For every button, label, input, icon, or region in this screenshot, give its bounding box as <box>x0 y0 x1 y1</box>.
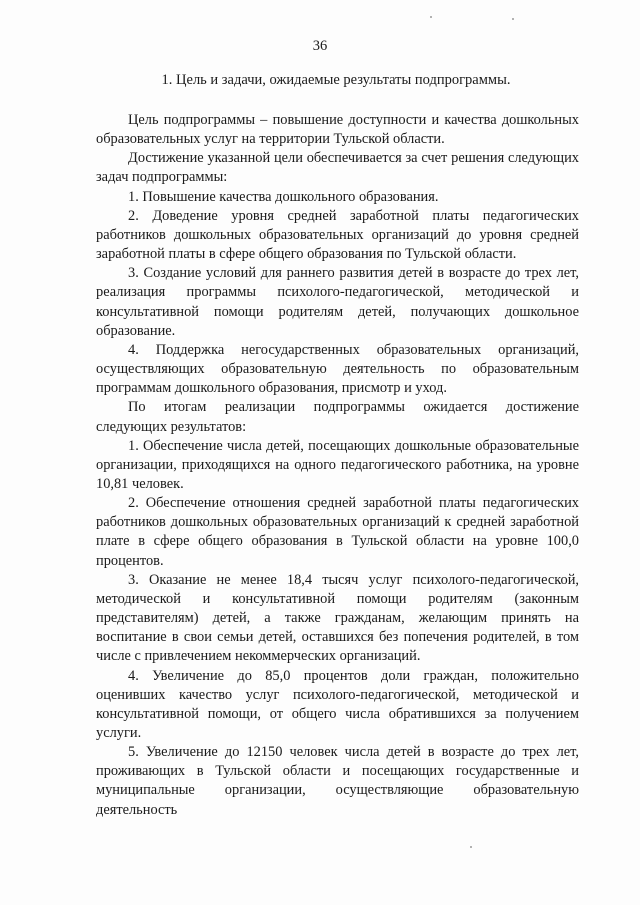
paragraph-task-3: 3. Создание условий для раннего развития детей в возрасте до трех лет, реализация программы психолого-педагогической, методической и консультативной помощи родителям детей, получающих дошкольное образование. <box>96 265 579 339</box>
paragraph-result-3: 3. Оказание не менее 18,4 тысяч услуг психолого-педагогической, методической и консультативной помощи родителям (законным представителям) детей, а также гражданам, желающим принять на воспитание в свои семьи детей, оставшихся без попечения родителей, в том числе с привлечением некоммерческих организаций. <box>96 571 579 665</box>
scan-speck <box>470 846 472 848</box>
paragraph-tasks-intro: Достижение указанной цели обеспечивается за счет решения следующих задач подпрограммы: <box>96 150 579 186</box>
paragraph-result-2: 2. Обеспечение отношения средней заработной платы педагогических работников дошкольных образовательных организаций к средней заработной плате в сфере общего образования в Тульской области на уровне 100,0 процентов. <box>96 495 579 569</box>
scan-speck <box>430 16 432 18</box>
paragraph-task-1: 1. Повышение качества дошкольного образования. <box>128 188 439 205</box>
paragraph-result-1: 1. Обеспечение числа детей, посещающих дошкольные образовательные организации, приходящихся на одного педагогического работника, на уровне 10,81 человек. <box>96 437 579 492</box>
paragraph-results-intro: По итогам реализации подпрограммы ожидается достижение следующих результатов: <box>96 399 579 435</box>
paragraph-task-2: 2. Доведение уровня средней заработной платы педагогических работников дошкольных образовательных организаций до уровня средней заработной платы в сфере общего образования по Тульской области. <box>96 207 579 263</box>
paragraph-result-5: 5. Увеличение до 12150 человек числа детей в возрасте до трех лет, проживающих в Тульской области и посещающих государственные и муниципальные организации, осуществляющие образовательную деятельность <box>96 744 579 818</box>
scan-speck <box>512 18 514 20</box>
page-number: 36 <box>312 38 328 54</box>
section-heading: 1. Цель и задачи, ожидаемые результаты подпрограммы. <box>161 72 511 88</box>
paragraph-goal: Цель подпрограммы – повышение доступности и качества дошкольных образовательных услуг на территории Тульской области. <box>96 112 579 148</box>
paragraph-result-4: 4. Увеличение до 85,0 процентов доли граждан, положительно оценивших качество услуг психолого-педагогической, методической и консультативной помощи, от общего числа обратившихся за получением услуги. <box>96 667 579 741</box>
paragraph-task-4: 4. Поддержка негосударственных образовательных организаций, осуществляющих образовательную деятельность по образовательным программам дошкольного образования, присмотр и уход. <box>96 341 579 397</box>
document-body <box>96 111 579 820</box>
